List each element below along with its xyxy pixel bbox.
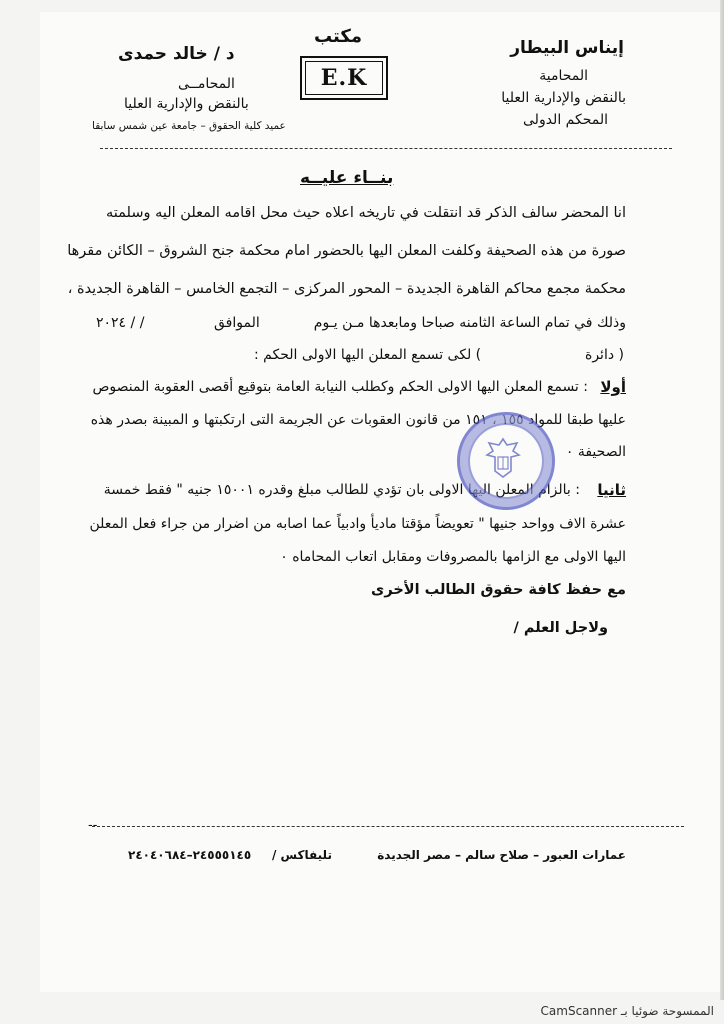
body-line-3: محكمة مجمع محاكم القاهرة الجديدة – المحور المركزى – التجمع الخامس – القاهرة الجديدة ، bbox=[67, 281, 626, 297]
second-request-line-1: : بالزام المعلن اليها الاولى بان تؤدي للطالب مبلغ وقدره ١٥٠٠١ جنيه " فقط خمسة bbox=[103, 482, 580, 498]
document-heading: بنــاء عليــه bbox=[300, 168, 394, 188]
circuit-label: ( دائرة bbox=[585, 347, 624, 363]
for-information: ولاجل العلم / bbox=[513, 620, 608, 636]
second-request-line-3: اليها الاولى مع الزامها بالمصروفات ومقابل اتعاب المحاماه ٠ bbox=[280, 549, 626, 565]
left-lawyer-extra: عميد كلية الحقوق – جامعة عين شمس سابقا bbox=[92, 120, 286, 132]
header-divider bbox=[100, 148, 672, 149]
right-lawyer-court: بالنقض والإدارية العليا bbox=[501, 90, 626, 106]
footer-phone-numbers: ٢٤٥٥٥١٤٥–٢٤٠٤٠٦٨٤ bbox=[128, 848, 252, 862]
eagle-emblem-icon bbox=[483, 435, 523, 481]
page-edge-shadow bbox=[720, 0, 724, 1000]
logo-ek: E.K bbox=[300, 56, 388, 100]
footer-mark: -- bbox=[88, 818, 98, 833]
right-lawyer-name: إيناس البيطار bbox=[510, 38, 624, 58]
judgment-intro: ) لكى تسمع المعلن اليها الاولى الحكم : bbox=[254, 347, 482, 363]
second-request-label: ثانيا bbox=[597, 481, 626, 499]
body-line-1: انا المحضر سالف الذكر قد انتقلت في تاريخه اعلاه حيث محل اقامه المعلن اليه وسلمته bbox=[105, 205, 626, 221]
first-request-line-2: عليها طبقا للمواد ١٥٥ ، ١٥١ من قانون العقوبات عن الجريمة التى ارتكبتها و المبينة بصدر هذه bbox=[90, 412, 626, 428]
footer-address: عمارات العبور – صلاح سالم – مصر الجديدة bbox=[377, 848, 626, 862]
body-line-2: صورة من هذه الصحيفة وكلفت المعلن اليها بالحضور امام محكمة جنح الشروق – الكائن مقرها bbox=[67, 243, 626, 259]
footer-phone-label: تليفاكس / bbox=[272, 848, 332, 862]
left-lawyer-court: بالنقض والإدارية العليا bbox=[124, 96, 249, 112]
footer-divider bbox=[92, 826, 684, 827]
document-sheet bbox=[40, 12, 724, 992]
date-value: / / ٢٠٢٤ bbox=[96, 315, 145, 331]
left-lawyer-name: د / خالد حمدى bbox=[118, 44, 235, 64]
first-request-line-3: الصحيفة ٠ bbox=[565, 444, 626, 460]
first-request-label: أولا bbox=[600, 378, 626, 396]
camscanner-watermark: الممسوحة ضوئيا بـ CamScanner bbox=[540, 1004, 714, 1018]
second-request-line-2: عشرة الاف وواحد جنيها " تعويضاً مؤقتا ماديأ وادبياً عما اصابه من اضرار من جراء فعل المعلن bbox=[89, 516, 626, 532]
first-request-line-1: : تسمع المعلن اليها الاولى الحكم وكطلب النيابة العامة بتوقيع أقصى العقوبة المنصوص bbox=[92, 379, 588, 395]
right-lawyer-extra: المحكم الدولى bbox=[523, 112, 608, 128]
date-label: الموافق bbox=[214, 315, 260, 331]
body-line-4: وذلك في تمام الساعة الثامنه صباحا ومابعدها مـن يـوم bbox=[313, 315, 626, 331]
left-lawyer-title: المحامــى bbox=[178, 76, 235, 92]
office-label: مكتب bbox=[314, 26, 363, 47]
right-lawyer-title: المحامية bbox=[539, 68, 588, 84]
reservation-rights: مع حفظ كافة حقوق الطالب الأخرى bbox=[371, 582, 626, 598]
